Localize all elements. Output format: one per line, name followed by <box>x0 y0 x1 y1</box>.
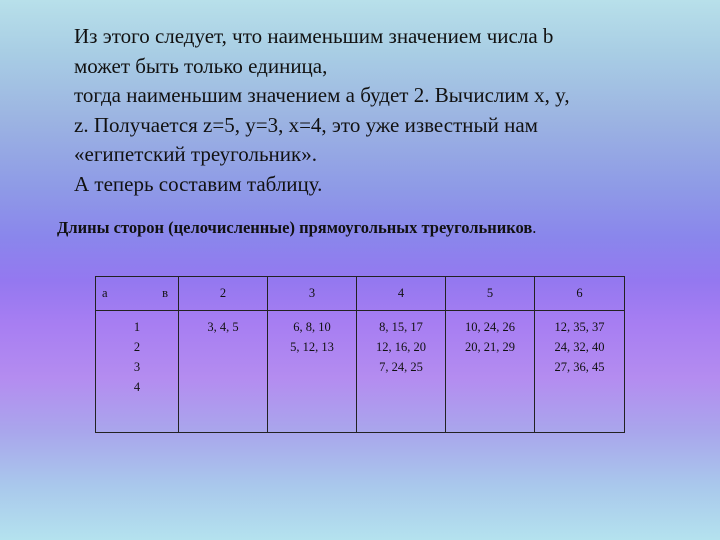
triangles-table <box>95 276 625 433</box>
column-header: 2 <box>179 277 268 311</box>
corner-b-label: в <box>162 286 168 300</box>
triple-value: 24, 32, 40 <box>554 340 605 354</box>
triple-value: 27, 36, 45 <box>554 360 605 374</box>
table-header-row <box>96 277 625 311</box>
triple-value: 5, 12, 13 <box>290 340 334 354</box>
paragraph-line: z. Получается z=5, y=3, x=4, это уже известный нам <box>74 112 538 137</box>
paragraph-line: А теперь составим таблицу. <box>74 171 323 196</box>
table-cell <box>268 311 357 433</box>
table-row <box>96 311 625 433</box>
paragraph-line: «египетский треугольник». <box>74 142 317 166</box>
triple-value: 8, 15, 17 <box>379 320 423 334</box>
column-header: 5 <box>446 277 535 311</box>
paragraph-line: может быть только единица, <box>74 53 328 78</box>
table-cell <box>535 311 625 433</box>
row-label: 3 <box>133 360 141 374</box>
triple-value: 12, 35, 37 <box>554 320 605 334</box>
column-header: 3 <box>268 277 357 311</box>
row-label: 1 <box>133 320 141 334</box>
triple-value: 6, 8, 10 <box>293 320 331 334</box>
triple-value: 20, 21, 29 <box>465 340 515 354</box>
column-header: 6 <box>535 277 625 311</box>
paragraph-line: Из этого следует, что наименьшим значением числа b <box>74 24 554 48</box>
triple-value: 7, 24, 25 <box>379 360 423 374</box>
triple-value: 12, 16, 20 <box>376 340 426 354</box>
intro-paragraph <box>74 22 694 199</box>
table-cell <box>357 311 446 433</box>
column-header: 4 <box>357 277 446 311</box>
table-caption <box>57 218 536 238</box>
corner-a-label: a <box>102 286 108 300</box>
row-label: 4 <box>133 380 141 394</box>
row-labels-cell <box>96 311 179 433</box>
triple-value: 10, 24, 26 <box>465 320 515 334</box>
paragraph-line: тогда наименьшим значением a будет 2. Вычислим x, y, <box>74 83 570 107</box>
row-label: 2 <box>133 340 141 354</box>
table-cell <box>179 311 268 433</box>
corner-cell <box>96 277 179 311</box>
caption-dot: . <box>532 218 537 237</box>
table-cell <box>446 311 535 433</box>
caption-text: Длины сторон (целочисленные) прямоугольных треугольников <box>57 218 533 237</box>
triple-value: 3, 4, 5 <box>207 320 239 334</box>
